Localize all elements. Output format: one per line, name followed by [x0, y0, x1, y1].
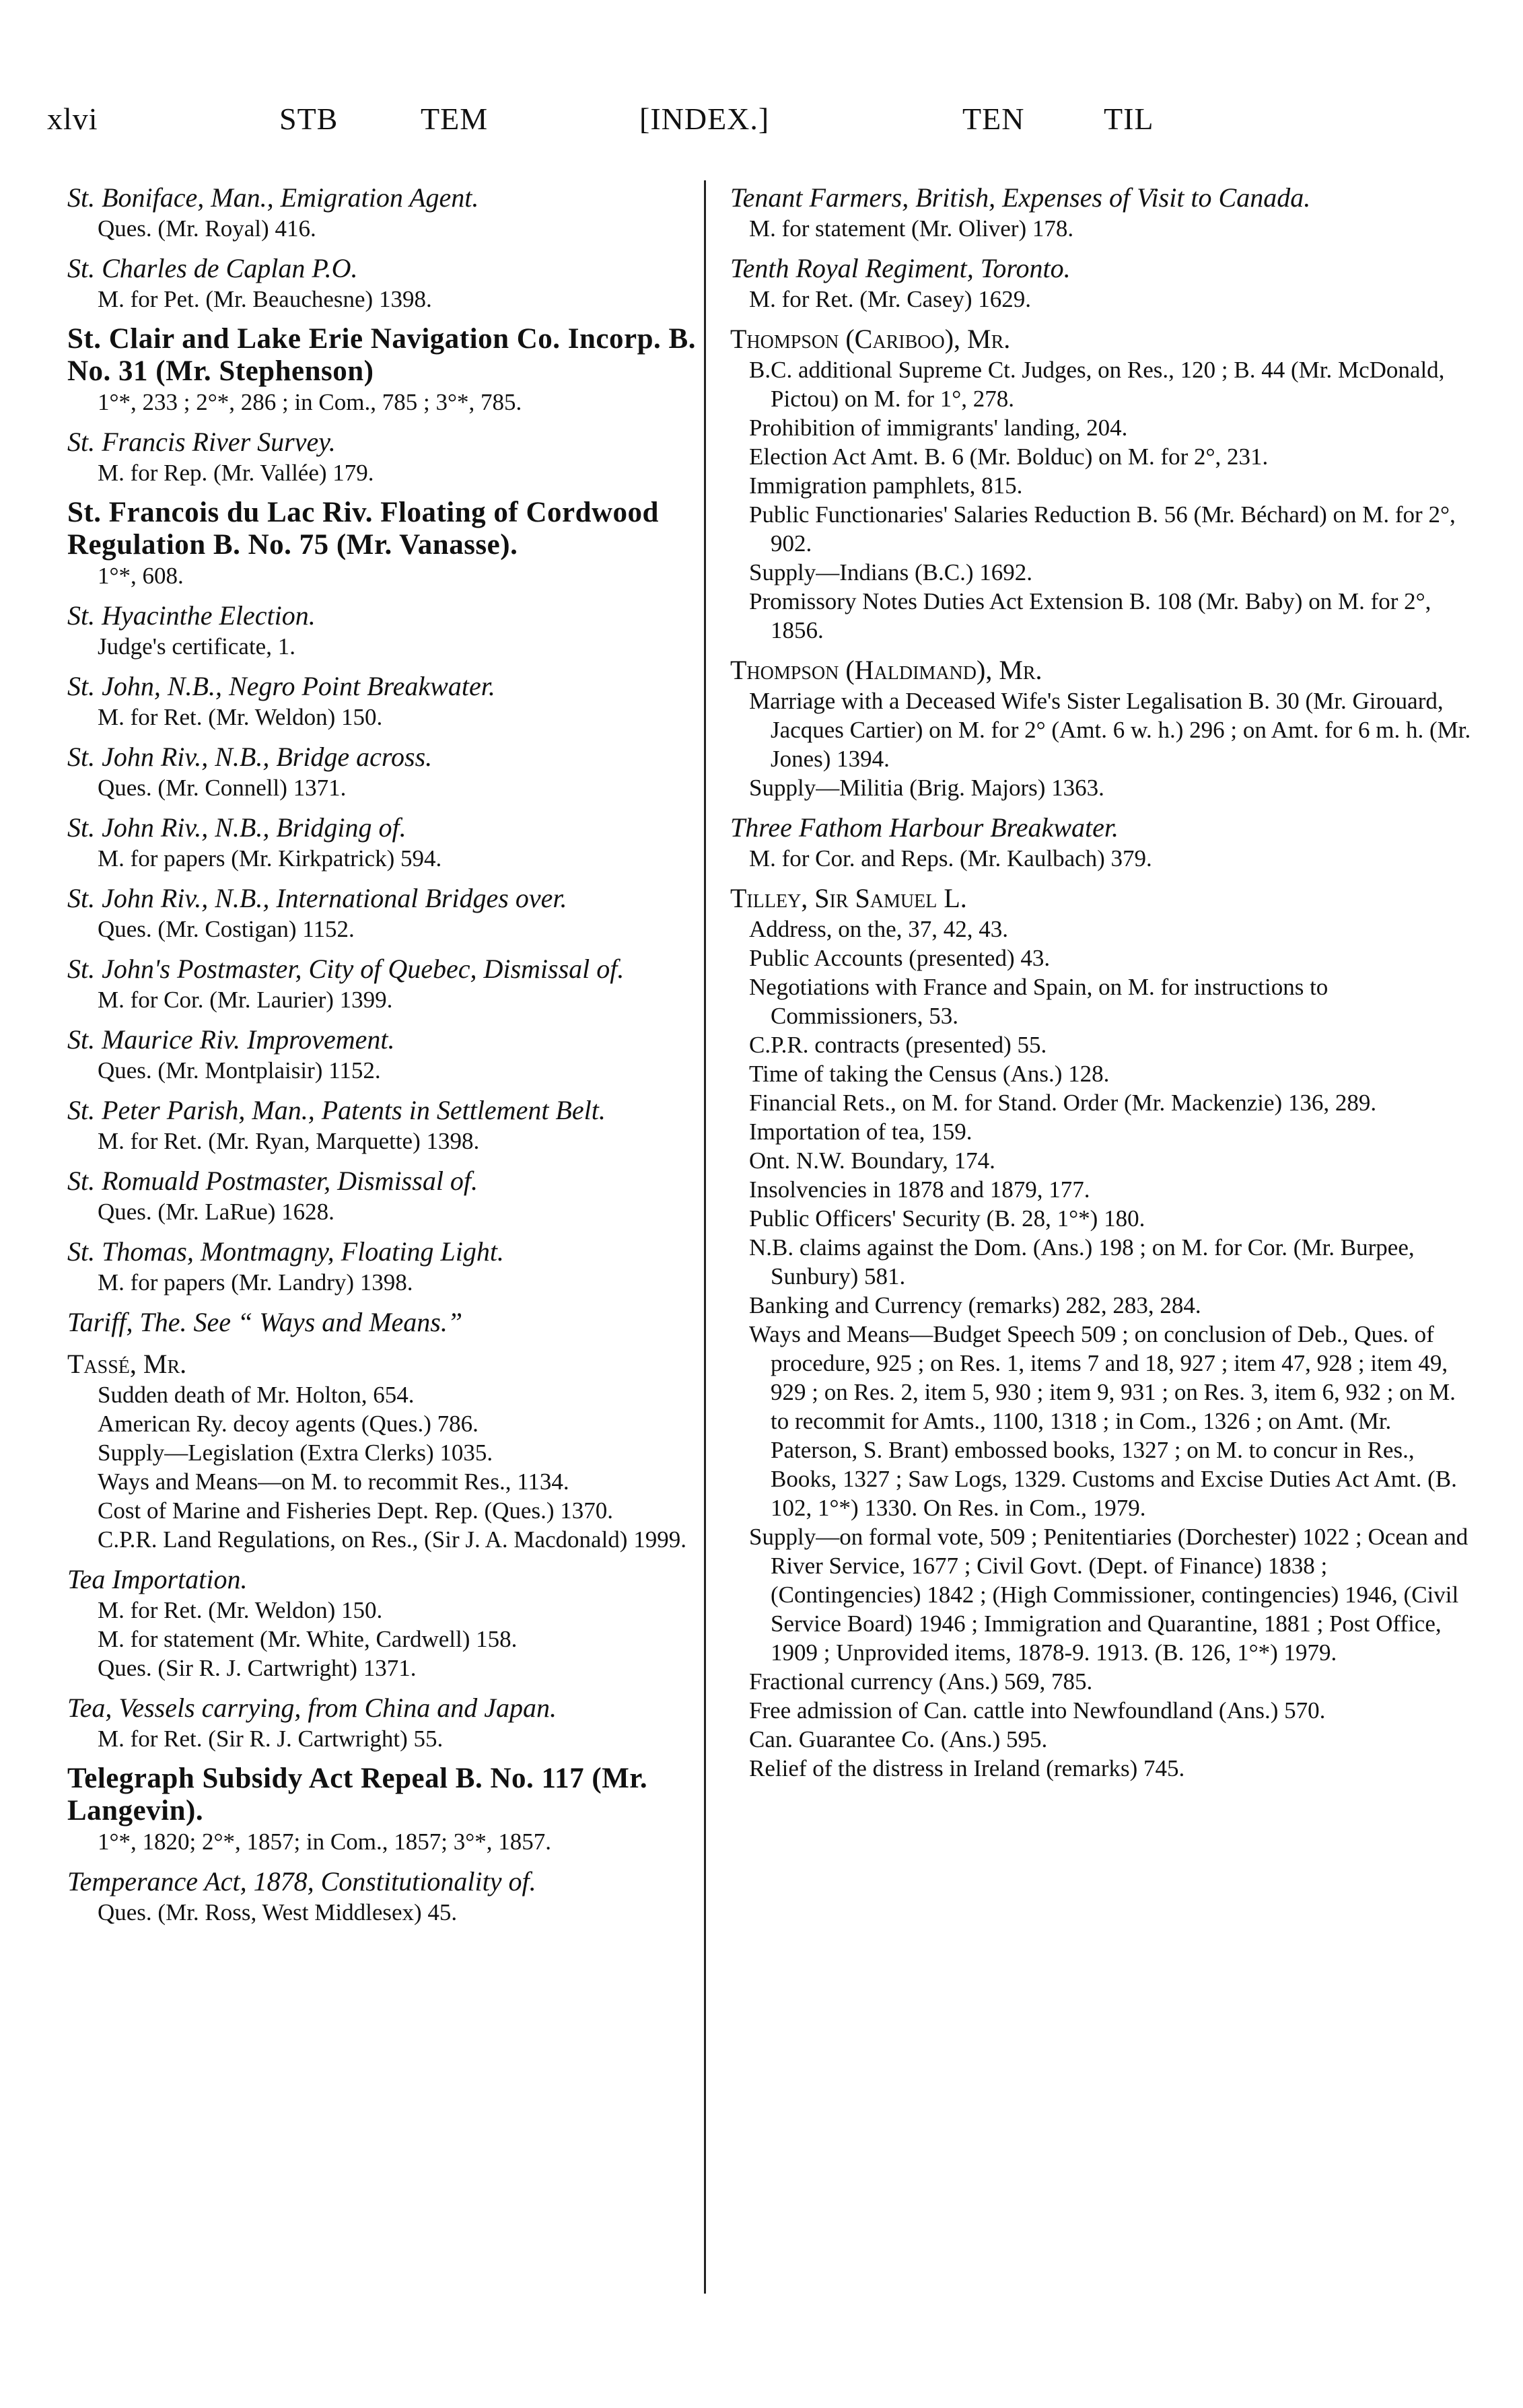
entry-heading: St. John Riv., N.B., Bridge across. [67, 742, 433, 772]
entry-heading: Tea, Vessels carrying, from China and Japan. [67, 1693, 557, 1723]
entry-reference: Can. Guarantee Co. (Ans.) 595. [749, 1726, 1048, 1752]
entry-reference: Insolvencies in 1878 and 1879, 177. [749, 1176, 1090, 1203]
entry-heading: St. Peter Parish, Man., Patents in Settlement Belt. [67, 1095, 606, 1125]
entry-reference: Ques. (Mr. Ross, West Middlesex) 45. [98, 1899, 458, 1925]
entry-reference: Ways and Means—on M. to recommit Res., 1134. [98, 1468, 569, 1495]
entry-reference: M. for Ret. (Sir R. J. Cartwright) 55. [98, 1726, 444, 1752]
index-entry [730, 882, 1477, 1783]
index-entry [67, 182, 703, 243]
entry-heading: St. Thomas, Montmagny, Floating Light. [67, 1236, 504, 1267]
entry-reference: Ont. N.W. Boundary, 174. [749, 1147, 995, 1174]
entry-reference: Fractional currency (Ans.) 569, 785. [749, 1668, 1093, 1695]
entry-reference: Immigration pamphlets, 815. [749, 472, 1023, 499]
header-range-start-1: STB [279, 102, 339, 136]
entry-reference: Public Accounts (presented) 43. [749, 945, 1051, 971]
entry-heading: Tassé, Mr. [67, 1349, 187, 1379]
entry-reference: M. for statement (Mr. White, Cardwell) 158. [98, 1626, 518, 1652]
entry-reference: American Ry. decoy agents (Ques.) 786. [98, 1411, 479, 1437]
entry-reference: Promissory Notes Duties Act Extension B. 108 (Mr. Baby) on M. for 2°, 1856. [749, 588, 1431, 643]
entry-reference: M. for Ret. (Mr. Weldon) 150. [98, 704, 383, 730]
index-entry [67, 426, 703, 487]
index-entry [730, 812, 1477, 873]
entry-reference: Ques. (Sir R. J. Cartwright) 1371. [98, 1655, 417, 1681]
index-entry [67, 953, 703, 1014]
index-entry [730, 182, 1477, 243]
entry-reference: M. for Cor. (Mr. Laurier) 1399. [98, 987, 393, 1013]
entry-reference: Banking and Currency (remarks) 282, 283, 284. [749, 1292, 1201, 1318]
index-entry [730, 323, 1477, 645]
entry-reference: 1°*, 608. [98, 563, 184, 589]
entry-heading: St. Francis River Survey. [67, 427, 336, 457]
entry-heading: St. Francois du Lac Riv. Floating of Cordwood Regulation B. No. 75 (Mr. Vanasse). [67, 497, 659, 561]
index-entry [67, 1024, 703, 1085]
entry-heading: St. Romuald Postmaster, Dismissal of. [67, 1166, 479, 1196]
index-entry [67, 1348, 703, 1554]
entry-reference: C.P.R. contracts (presented) 55. [749, 1032, 1047, 1058]
entry-heading: Tilley, Sir Samuel L. [730, 883, 967, 913]
index-entry [67, 1866, 703, 1927]
entry-reference: Marriage with a Deceased Wife's Sister Legalisation B. 30 (Mr. Girouard, Jacques Cartier) on M. for 2° (Amt. 6 w. h.) 296 ; on Amt. for 6 m. h. (Mr. Jones) 1394. [749, 688, 1471, 772]
entry-reference: M. for Cor. and Reps. (Mr. Kaulbach) 379. [749, 845, 1152, 872]
entry-reference: 1°*, 233 ; 2°*, 286 ; in Com., 785 ; 3°*, 785. [98, 389, 522, 415]
entry-heading: Telegraph Subsidy Act Repeal B. No. 117 (Mr. Langevin). [67, 1763, 648, 1827]
entry-reference: Importation of tea, 159. [749, 1119, 972, 1145]
entry-heading: St. John Riv., N.B., International Bridges over. [67, 883, 567, 913]
entry-reference: B.C. additional Supreme Ct. Judges, on Res., 120 ; B. 44 (Mr. McDonald, Pictou) on M. for 1°, 278. [749, 357, 1445, 412]
index-column-right [730, 182, 1477, 1792]
entry-heading: Three Fathom Harbour Breakwater. [730, 812, 1119, 843]
entry-heading: Tenant Farmers, British, Expenses of Visit to Canada. [730, 182, 1311, 213]
index-entry [67, 670, 703, 732]
entry-reference: M. for Ret. (Mr. Ryan, Marquette) 1398. [98, 1128, 480, 1154]
entry-reference: Public Functionaries' Salaries Reduction B. 56 (Mr. Béchard) on M. for 2°, 902. [749, 501, 1456, 557]
column-divider [704, 180, 706, 2294]
index-entry [730, 654, 1477, 802]
entry-reference: N.B. claims against the Dom. (Ans.) 198 ; on M. for Cor. (Mr. Burpee, Sunbury) 581. [749, 1234, 1415, 1289]
index-entry [67, 1563, 703, 1683]
entry-heading: Thompson (Haldimand), Mr. [730, 655, 1042, 685]
entry-reference: Ques. (Mr. Montplaisir) 1152. [98, 1057, 381, 1084]
entry-heading: Thompson (Cariboo), Mr. [730, 324, 1011, 354]
entry-reference: Supply—on formal vote, 509 ; Penitentiaries (Dorchester) 1022 ; Ocean and River Service, 1677 ; Civil Govt. (Dept. of Finance) 1838 ; (Contingencies) 1842 ; (High Commissioner, contingencies) 1946, (Civil Service Board) 1946 ; Immigration and Quarantine, 1881 ; Post Office, 1909 ; Unprovided items, 1878-9. 1913. (B. 126, 1°*) 1979. [749, 1524, 1468, 1666]
entry-reference: M. for Ret. (Mr. Casey) 1629. [749, 286, 1031, 312]
entry-reference: M. for papers (Mr. Kirkpatrick) 594. [98, 845, 442, 872]
entry-heading: St. Boniface, Man., Emigration Agent. [67, 182, 479, 213]
entry-reference: Relief of the distress in Ireland (remarks) 745. [749, 1755, 1185, 1781]
index-entry [67, 882, 703, 944]
entry-reference: Supply—Militia (Brig. Majors) 1363. [749, 775, 1104, 801]
entry-reference: Public Officers' Security (B. 28, 1°*) 180. [749, 1205, 1145, 1232]
index-entry [67, 1306, 703, 1339]
index-entry [67, 252, 703, 314]
index-entry [67, 600, 703, 661]
entry-reference: Cost of Marine and Fisheries Dept. Rep. (Ques.) 1370. [98, 1497, 613, 1524]
header-section-title: [INDEX.] [639, 102, 770, 136]
index-entry [730, 252, 1477, 314]
entry-reference: Negotiations with France and Spain, on M. for instructions to Commissioners, 53. [749, 974, 1329, 1029]
entry-reference: 1°*, 1820; 2°*, 1857; in Com., 1857; 3°*, 1857. [98, 1829, 551, 1855]
index-entry [67, 323, 703, 417]
index-entry [67, 1236, 703, 1297]
entry-reference: Supply—Legislation (Extra Clerks) 1035. [98, 1440, 493, 1466]
index-column-left [67, 182, 703, 1936]
index-entry [67, 741, 703, 802]
entry-reference: Election Act Amt. B. 6 (Mr. Bolduc) on M. for 2°, 231. [749, 444, 1269, 470]
entry-heading: St. John, N.B., Negro Point Breakwater. [67, 671, 495, 701]
entry-heading: Temperance Act, 1878, Constitutionality of. [67, 1866, 536, 1897]
index-entry [67, 1763, 703, 1856]
entry-reference: M. for Rep. (Mr. Vallée) 179. [98, 460, 374, 486]
entry-reference: Address, on the, 37, 42, 43. [749, 916, 1008, 942]
entry-reference: Sudden death of Mr. Holton, 654. [98, 1382, 415, 1408]
entry-reference: M. for papers (Mr. Landry) 1398. [98, 1269, 413, 1296]
entry-reference: Free admission of Can. cattle into Newfoundland (Ans.) 570. [749, 1697, 1326, 1724]
entry-reference: Ques. (Mr. Connell) 1371. [98, 775, 347, 801]
entry-heading: Tenth Royal Regiment, Toronto. [730, 253, 1071, 283]
entry-reference: M. for statement (Mr. Oliver) 178. [749, 215, 1074, 242]
entry-heading: St. Maurice Riv. Improvement. [67, 1024, 395, 1055]
header-range-start-2: TEM [421, 102, 489, 136]
entry-heading: Tea Importation. [67, 1564, 248, 1594]
entry-reference: Ques. (Mr. Costigan) 1152. [98, 916, 355, 942]
entry-reference: Ways and Means—Budget Speech 509 ; on conclusion of Deb., Ques. of procedure, 925 ; on Res. 1, items 7 and 18, 927 ; item 47, 928 ; item 49, 929 ; on Res. 2, item 5, 930 ; item 9, 931 ; on Res. 3, item 6, 932 ; on M. to recommit for Amts., 1100, 1318 ; in Com., 1326 ; on Amt. (Mr. Paterson, S. Brant) embossed books, 1327 ; on M. to concur in Res., Books, 1327 ; Saw Logs, 1329. Customs and Excise Duties Act Amt. (B. 102, 1°*) 1330. On Res. in Com., 1979. [749, 1321, 1457, 1521]
entry-reference: M. for Ret. (Mr. Weldon) 150. [98, 1597, 383, 1623]
entry-heading: Tariff, The. See “ Ways and Means.” [67, 1307, 463, 1337]
entry-reference: Prohibition of immigrants' landing, 204. [749, 415, 1128, 441]
entry-reference: Financial Rets., on M. for Stand. Order (Mr. Mackenzie) 136, 289. [749, 1090, 1377, 1116]
entry-heading: St. John's Postmaster, City of Quebec, Dismissal of. [67, 954, 625, 984]
index-entry [67, 1692, 703, 1753]
entry-heading: St. Hyacinthe Election. [67, 600, 316, 631]
entry-reference: Judge's certificate, 1. [98, 633, 295, 660]
entry-heading: St. Clair and Lake Erie Navigation Co. Incorp. B. No. 31 (Mr. Stephenson) [67, 323, 696, 387]
index-entry [67, 1165, 703, 1226]
entry-reference: Time of taking the Census (Ans.) 128. [749, 1061, 1110, 1087]
page-number: xlvi [47, 102, 98, 136]
entry-reference: Ques. (Mr. Royal) 416. [98, 215, 316, 242]
index-entry [67, 812, 703, 873]
entry-heading: St. Charles de Caplan P.O. [67, 253, 358, 283]
entry-heading: St. John Riv., N.B., Bridging of. [67, 812, 406, 843]
entry-reference: C.P.R. Land Regulations, on Res., (Sir J. A. Macdonald) 1999. [98, 1526, 686, 1553]
index-entry [67, 497, 703, 590]
entry-reference: Supply—Indians (B.C.) 1692. [749, 559, 1032, 586]
running-header [47, 101, 1481, 148]
index-entry [67, 1094, 703, 1156]
header-range-end-2: TIL [1104, 102, 1154, 136]
entry-reference: M. for Pet. (Mr. Beauchesne) 1398. [98, 286, 432, 312]
header-range-end-1: TEN [962, 102, 1025, 136]
entry-reference: Ques. (Mr. LaRue) 1628. [98, 1199, 334, 1225]
